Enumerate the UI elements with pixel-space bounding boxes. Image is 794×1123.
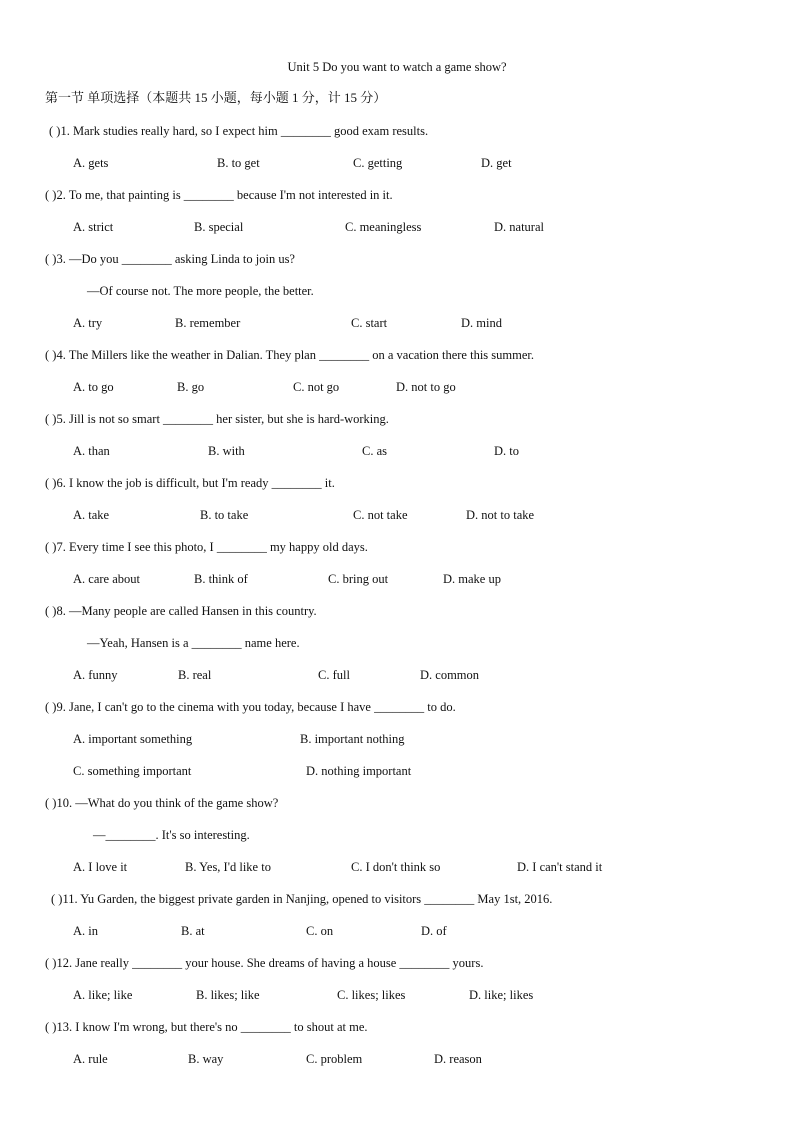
q11-option-c: C. on: [306, 924, 334, 938]
q9-option-a: A. important something: [73, 732, 193, 746]
q7-option-c: C. bring out: [328, 572, 389, 586]
q11-option-b: B. at: [181, 924, 205, 938]
q8-option-d: D. common: [420, 668, 480, 682]
question-10-stem: ( )10. —What do you think of the game show?: [45, 796, 279, 810]
question-9-stem: ( )9. Jane, I can't go to the cinema with you today, because I have ________ to do.: [45, 700, 456, 714]
q12-option-c: C. likes; likes: [337, 988, 406, 1002]
question-11-stem: ( )11. Yu Garden, the biggest private garden in Nanjing, opened to visitors ________ May 1st, 2016.: [51, 892, 553, 906]
q12-option-b: B. likes; like: [196, 988, 260, 1002]
q6-option-c: C. not take: [353, 508, 408, 522]
question-4-stem: ( )4. The Millers like the weather in Dalian. They plan ________ on a vacation there this summer.: [45, 348, 534, 362]
question-8-reply: —Yeah, Hansen is a ________ name here.: [87, 636, 300, 650]
q8-option-a: A. funny: [73, 668, 118, 682]
q10-option-b: B. Yes, I'd like to: [185, 860, 271, 874]
q4-option-a: A. to go: [73, 380, 114, 394]
q1-option-c: C. getting: [353, 156, 403, 170]
q7-option-b: B. think of: [194, 572, 248, 586]
q6-option-a: A. take: [73, 508, 110, 522]
q12-option-d: D. like; likes: [469, 988, 534, 1002]
q4-option-c: C. not go: [293, 380, 340, 394]
q11-option-d: D. of: [421, 924, 447, 938]
q9-option-d: D. nothing important: [306, 764, 412, 778]
q3-option-a: A. try: [73, 316, 103, 330]
q1-option-d: D. get: [481, 156, 512, 170]
q8-option-c: C. full: [318, 668, 350, 682]
q11-option-a: A. in: [73, 924, 98, 938]
question-12-stem: ( )12. Jane really ________ your house. She dreams of having a house ________ yours.: [45, 956, 484, 970]
q13-option-d: D. reason: [434, 1052, 482, 1066]
q1-option-a: A. gets: [73, 156, 109, 170]
question-7-stem: ( )7. Every time I see this photo, I ________ my happy old days.: [45, 540, 368, 554]
q9-option-b: B. important nothing: [300, 732, 405, 746]
q13-option-a: A. rule: [73, 1052, 108, 1066]
q8-option-b: B. real: [178, 668, 212, 682]
q9-option-c: C. something important: [73, 764, 192, 778]
q4-option-d: D. not to go: [396, 380, 456, 394]
q13-option-b: B. way: [188, 1052, 224, 1066]
q10-option-a: A. I love it: [73, 860, 128, 874]
question-13-stem: ( )13. I know I'm wrong, but there's no ________ to shout at me.: [45, 1020, 368, 1034]
question-3-reply: —Of course not. The more people, the better.: [87, 284, 314, 298]
question-1-stem: ( )1. Mark studies really hard, so I expect him ________ good exam results.: [49, 124, 429, 138]
q2-option-d: D. natural: [494, 220, 544, 234]
section-header: 第一节 单项选择（本题共 15 小题，每小题 1 分，计 15 分）: [45, 90, 387, 105]
question-2-stem: ( )2. To me, that painting is ________ because I'm not interested in it.: [45, 188, 393, 202]
q6-option-b: B. to take: [200, 508, 249, 522]
q3-option-d: D. mind: [461, 316, 502, 330]
question-10-reply: —________. It's so interesting.: [93, 828, 250, 842]
question-3-stem: ( )3. —Do you ________ asking Linda to join us?: [45, 252, 295, 266]
q3-option-b: B. remember: [175, 316, 241, 330]
q7-option-a: A. care about: [73, 572, 140, 586]
q10-option-d: D. I can't stand it: [517, 860, 603, 874]
q5-option-a: A. than: [73, 444, 110, 458]
question-6-stem: ( )6. I know the job is difficult, but I'm ready ________ it.: [45, 476, 335, 490]
q5-option-c: C. as: [362, 444, 387, 458]
q10-option-c: C. I don't think so: [351, 860, 441, 874]
q4-option-b: B. go: [177, 380, 205, 394]
q3-option-c: C. start: [351, 316, 388, 330]
q12-option-a: A. like; like: [73, 988, 133, 1002]
document-title: Unit 5 Do you want to watch a game show?: [287, 60, 507, 74]
q7-option-d: D. make up: [443, 572, 501, 586]
question-8-stem: ( )8. —Many people are called Hansen in this country.: [45, 604, 317, 618]
q2-option-c: C. meaningless: [345, 220, 422, 234]
q13-option-c: C. problem: [306, 1052, 363, 1066]
q1-option-b: B. to get: [217, 156, 260, 170]
q6-option-d: D. not to take: [466, 508, 535, 522]
q2-option-a: A. strict: [73, 220, 114, 234]
q5-option-d: D. to: [494, 444, 519, 458]
question-5-stem: ( )5. Jill is not so smart ________ her sister, but she is hard-working.: [45, 412, 389, 426]
q5-option-b: B. with: [208, 444, 245, 458]
q2-option-b: B. special: [194, 220, 244, 234]
